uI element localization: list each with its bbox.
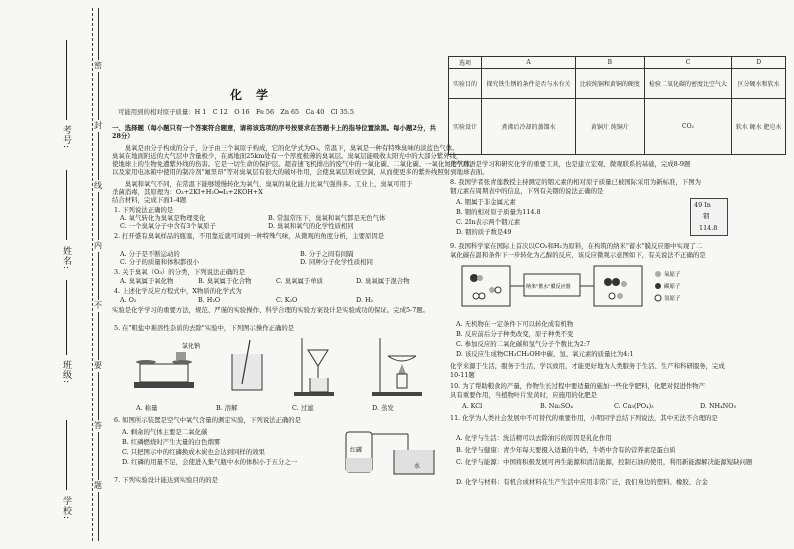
water-label: 水 xyxy=(414,463,421,470)
option-4c[interactable]: C. K₂O xyxy=(276,296,298,304)
passage-10-11: 化学来源于生活，服务于生活，学以致用，才能更好地为人类服务于生活、生产和科研服务，完成 xyxy=(450,362,725,370)
seal-char: 题 xyxy=(94,481,102,490)
question-8b: 铟元素在周期表中的信息，下列有关铟的说法正确的是 xyxy=(450,187,604,195)
seal-char: 内 xyxy=(94,241,102,250)
option-2a[interactable]: A. 分子是不断运动的 xyxy=(120,250,180,258)
option-1b[interactable]: B. 常温常压下，臭氧和氧气都是无色气体 xyxy=(268,214,386,222)
option-1a[interactable]: A. 氧气转化为臭氧是物理变化 xyxy=(120,214,206,222)
option-8a[interactable]: A. 铟属于非金属元素 xyxy=(456,198,516,206)
question-3: 3. 关于臭氧（O₃）的分类，下列说法正确的是 xyxy=(114,268,245,276)
seal-char: 不 xyxy=(94,301,102,310)
evaporate-illustration xyxy=(372,338,422,396)
question-9: 9. 我国科学家在国际上首次以CO₂和H₂为原料，在构筑的纳米"蓄水"膜反应器中实现了二 xyxy=(450,242,703,250)
seal-char: 密 xyxy=(94,61,102,70)
option-10d[interactable]: D. NH₄NO₃ xyxy=(700,402,737,410)
option-3d[interactable]: D. 臭氧属于混合物 xyxy=(356,277,410,285)
intro-8-9: 化学用语是学习和研究化学的重要工具，也是建立宏观、微观联系的基础，完成8-9题 xyxy=(450,160,691,168)
option-8b[interactable]: B. 铟的相对原子质量为114.8 xyxy=(456,208,541,216)
option-9d[interactable]: D. 该反应生成物CH₃CH₂OH中碳、氢、氧元素的质量比为4:1 xyxy=(456,350,634,358)
design-label: 实验设计 xyxy=(449,99,482,155)
name-field[interactable] xyxy=(66,170,67,240)
option-1d[interactable]: D. 臭氧和氧气的化学性质相同 xyxy=(268,222,354,230)
option-2b[interactable]: B. 分子之间有间隔 xyxy=(300,250,354,258)
school-label: 学校: xyxy=(61,496,71,521)
option-2d[interactable]: D. 同种分子化学性质相同 xyxy=(300,258,373,266)
question-1: 1. 下列说法正确的是 xyxy=(114,206,174,214)
seal-line-dashed xyxy=(92,8,93,541)
exam-number-label: 考号: xyxy=(61,125,71,150)
element-name: 铟 xyxy=(703,212,710,220)
legend-carbon: 碳原子 xyxy=(664,284,681,290)
element-card xyxy=(690,198,728,236)
question-2: 2. 打开盛有臭氧样品的瓶塞，不用靠近就可闻到一种特殊气味，从微观的角度分析，主要原因是 xyxy=(114,232,385,240)
option-5d[interactable]: D. 蒸发 xyxy=(372,404,394,412)
option-4b[interactable]: B. H₂O xyxy=(198,296,221,304)
school-field[interactable] xyxy=(66,420,67,490)
balance-illustration xyxy=(134,352,194,388)
name-label: 姓名: xyxy=(61,246,71,271)
option-10c[interactable]: C. Ca₃(PO₄)₂ xyxy=(614,402,654,410)
purpose-c: 检验二氧化碳的密度比空气大 xyxy=(644,69,732,99)
table-header: 选项 xyxy=(449,57,482,69)
q6-apparatus xyxy=(338,420,438,480)
question-9b: 氧化碳在温和条件下一步转化为乙醇的反应，该反应微观示意图如下，有关说法不正确的是 xyxy=(450,251,706,259)
option-1c[interactable]: C. 一个臭氧分子中含有3个氧原子 xyxy=(120,222,216,230)
design-note: 黄铜片 纯铜片 xyxy=(590,124,629,131)
option-9a[interactable]: A. 无机物在一定条件下可以转化成有机物 xyxy=(456,320,574,328)
option-3a[interactable]: A. 臭氧属于氧化物 xyxy=(120,277,174,285)
passage-line: 臭氧在地面附近的大气层中含量极少，在离地面25km处有一个厚度极薄的臭氧层。臭氧层能吸收太阳光中的大部分紫外线， xyxy=(112,152,463,160)
red-phosphorus-label: 红磷 xyxy=(350,447,363,454)
class-label: 班级: xyxy=(61,360,71,385)
design-d xyxy=(732,99,786,155)
question-8: 8. 我国学者张青莲教授主持测定的铟元素的相对原子质量已被国际采用为新标准，下图为 xyxy=(450,178,701,186)
legend-oxygen: 氧原子 xyxy=(664,272,681,278)
section1-heading: 一、选择题（每小题只有一个答案符合题意，请将该选项的序号按要求在答题卡上的指导位置涂黑。每小题2分，共28分） xyxy=(112,124,436,141)
binding-margin xyxy=(0,0,100,549)
purpose-b: 比较纯铜和黄铜的硬度 xyxy=(576,69,645,99)
option-3b[interactable]: B. 臭氧属于化合物 xyxy=(198,277,252,285)
design-note: 煮沸后冷却的蒸馏水 xyxy=(501,124,556,131)
passage-line: 使地球上的生物免遭紫外线的伤害。它是一切生命的保护层。超音速飞机排出的废气中的一氧化碳、二氧化碳、一氧化氮等气体， xyxy=(112,160,477,168)
passage-line: 以及家用电冰箱中使用的制冷剂"氟里昂"等对臭氧层有很大的破坏作用，会使臭氧层形成空洞，从而使更多的紫外线照射到地球表面。 xyxy=(112,168,489,176)
option-10a[interactable]: A. KCl xyxy=(462,402,483,410)
option-8c[interactable]: C. 2In表示两个铟元素 xyxy=(456,218,521,226)
experiment-table xyxy=(448,56,786,155)
filter-illustration xyxy=(294,338,334,396)
purpose-d: 区分硬水和软水 xyxy=(732,69,786,99)
seal-char: 答 xyxy=(94,421,102,430)
atomic-masses: 可能用到的相对原子质量：H 1 C 12 O 16 Fe 56 Zn 65 Ca 40 Cl 35.5 xyxy=(118,108,354,116)
passage-line: 臭氧是由分子构成的分子，分子由三个氧原子构成，它的化学式为O₃。常温下，臭氧是一种有特殊臭味的淡蓝色气体。 xyxy=(112,144,459,152)
option-9b[interactable]: B. 反应前后分子种类改变，原子种类不变 xyxy=(456,330,574,338)
passage-experiment: 实验是化学学习的重要方法，规范、严谨的实验操作、科学合理的实验方案设计是实验成功的保证。完成5-7题。 xyxy=(112,306,430,314)
question-5: 5. 在"粗盐中难溶性杂质的去除"实验中，下列图示操作正确的是 xyxy=(114,324,295,332)
question-10: 10. 为了帮助粮食的产量，作物生长过程中要适量的施加一些化学肥料，化肥对促进作物产 xyxy=(450,382,706,390)
element-symbol: 49 In xyxy=(694,201,711,209)
option-4a[interactable]: A. O₂ xyxy=(120,296,137,304)
purpose-label: 实验目的 xyxy=(449,69,482,99)
option-5b[interactable]: B. 溶解 xyxy=(216,404,238,412)
table-header: B xyxy=(576,57,645,69)
question-7: 7. 下列实验设计能达到实验目的的是 xyxy=(114,476,218,484)
seal-line-solid xyxy=(98,8,99,541)
question-6: 6. 如图所示装置是空气中氧气含量的测定实验，下列说法正确的是 xyxy=(114,416,302,424)
design-c xyxy=(644,99,732,155)
purpose-a: 探究铁生锈的条件是否与水有关 xyxy=(482,69,576,99)
question-11: 11. 化学为人类社会发展中不可替代的重要作用，小明同学总结下列说法，其中无法不合理的是 xyxy=(450,414,718,422)
seal-char: 要 xyxy=(94,361,102,370)
q5-illustrations xyxy=(112,334,442,404)
option-10b[interactable]: B. Na₂SO₄ xyxy=(540,402,573,410)
table-header: C xyxy=(644,57,732,69)
option-6d[interactable]: D. 红磷的用量不足，会使进入集气瓶中水的体积小于五分之一 xyxy=(122,458,298,466)
passage-line: 臭氧和氧气不同，在常温下能够缓慢转化为氧气，臭氧的氧化能力比氧气强得多。工业上，臭氧可用于 xyxy=(112,180,413,188)
design-b xyxy=(576,99,645,155)
option-11c[interactable]: C. 化学与能源：中国将积极发展可再生能源和清洁能源，控制石油的使用，利用新能源解决能源短缺问题 xyxy=(456,458,753,466)
q9-micro-diagram xyxy=(462,262,712,312)
option-2c[interactable]: C. 分子的质量和体积都很小 xyxy=(120,258,200,266)
legend-hydrogen: 氢原子 xyxy=(664,296,681,302)
option-9c[interactable]: C. 参加反应的二氧化碳和氢气分子个数比为2:7 xyxy=(456,340,591,348)
dissolve-illustration xyxy=(232,340,262,390)
seal-char: 线 xyxy=(94,181,102,190)
class-field[interactable] xyxy=(66,280,67,355)
option-6b[interactable]: B. 红磷燃烧时产生大量的白色烟雾 xyxy=(122,438,221,446)
reaction-equation: 杀菌消毒，其原理为：O₃+2KI+H₂O═I₂+2KOH+X xyxy=(112,188,263,196)
option-5c[interactable]: C. 过滤 xyxy=(292,404,314,412)
design-a xyxy=(482,99,576,155)
option-11a[interactable]: A. 化学与生活：洗洁精可以去除油污的原因是乳化作用 xyxy=(456,434,612,442)
question-4: 4. 上述化学反应方程式中，X物质的化学式为 xyxy=(114,287,242,295)
option-6a[interactable]: A. 剩余的气体主要是二氧化碳 xyxy=(122,428,208,436)
reactor-label: 纳米"蓄水"膜反应器 xyxy=(526,284,571,290)
table-header: D xyxy=(732,57,786,69)
question-10b: 具有重要作用，当植物叶片发黄时，应施用的化肥是 xyxy=(450,391,597,399)
table-header: A xyxy=(482,57,576,69)
seal-char: 封 xyxy=(94,121,102,130)
passage-10-11b: 10-11题 xyxy=(450,371,475,379)
page-title: 化学 xyxy=(230,88,283,102)
option-11d[interactable]: D. 化学与材料：有机合成材料在生产生活中应用非常广泛，我们身边的塑料、橡胶、合金 xyxy=(456,478,708,486)
design-note: CO₂ xyxy=(682,123,694,130)
passage-line: 结合材料，完成下面1-4题 xyxy=(112,196,187,204)
option-3c[interactable]: C. 臭氧属于单质 xyxy=(276,277,324,285)
option-6c[interactable]: C. 只把图示中的红磷换成木炭也会达到同样的效果 xyxy=(122,448,265,456)
option-5a[interactable]: A. 称量 xyxy=(136,404,158,412)
design-note: 软水 硬水 肥皂水 xyxy=(735,124,782,131)
option-4d[interactable]: D. H₂ xyxy=(356,296,374,304)
option-11b[interactable]: B. 化学与健康：青少年每天要摄入适量的牛奶，牛奶中含有的营养素是蛋白质 xyxy=(456,446,676,454)
option-8d[interactable]: D. 铟的质子数是49 xyxy=(456,228,512,236)
element-mass: 114.8 xyxy=(699,224,718,232)
exam-number-field[interactable] xyxy=(66,40,67,120)
salt-label: 氯化钠 xyxy=(182,343,201,350)
